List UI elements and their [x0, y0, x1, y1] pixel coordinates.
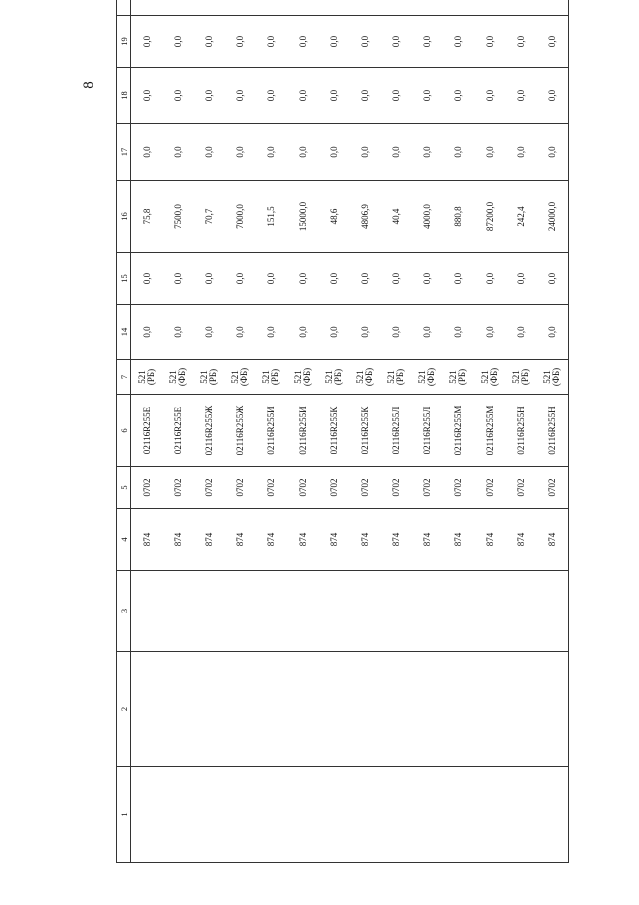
- cell-c4: 874: [256, 509, 287, 571]
- budget-source: (РБ): [519, 368, 530, 386]
- cell-c19: 0,0: [505, 16, 536, 68]
- column-header: 16: [117, 181, 131, 253]
- cell-c7: [412, 360, 443, 395]
- cell-c1: [225, 767, 256, 863]
- cell-c7: [536, 360, 569, 395]
- cell-c2: [162, 652, 193, 767]
- cell-c20: [536, 0, 569, 16]
- kvr-code: 521: [510, 370, 521, 384]
- cell-c19: 0,0: [349, 16, 380, 68]
- cell-c6: 02116R255И: [256, 395, 287, 467]
- cell-c15: 0,0: [131, 253, 163, 305]
- cell-c19: 0,0: [287, 16, 318, 68]
- cell-c1: [162, 767, 193, 863]
- cell-c18: 0,0: [162, 68, 193, 124]
- budget-table: [116, 0, 569, 863]
- cell-c3: [162, 571, 193, 652]
- cell-c17: 0,0: [131, 124, 163, 181]
- cell-c17: 0,0: [381, 124, 412, 181]
- cell-c6: 02116R255Н: [536, 395, 569, 467]
- cell-c17: 0,0: [349, 124, 380, 181]
- cell-c1: [349, 767, 380, 863]
- cell-c19: 0,0: [443, 16, 474, 68]
- cell-c2: [287, 652, 318, 767]
- column-header: 18: [117, 68, 131, 124]
- cell-c16: 4000,0: [412, 181, 443, 253]
- cell-c20: [287, 0, 318, 16]
- cell-c6: 02116R255Ж: [225, 395, 256, 467]
- cell-c6: 02116R255E: [131, 395, 163, 467]
- table-row: [536, 0, 569, 863]
- cell-c14: 0,0: [225, 305, 256, 360]
- cell-c2: [536, 652, 569, 767]
- cell-c7: [256, 360, 287, 395]
- cell-c16: 24000,0: [536, 181, 569, 253]
- cell-c5: 0702: [474, 467, 505, 509]
- cell-c6: 02116R255И: [287, 395, 318, 467]
- cell-c3: [287, 571, 318, 652]
- kvr-code: 521: [292, 370, 303, 384]
- cell-c14: 0,0: [474, 305, 505, 360]
- cell-c2: [256, 652, 287, 767]
- cell-c7: [474, 360, 505, 395]
- cell-c20: [162, 0, 193, 16]
- cell-c2: [412, 652, 443, 767]
- cell-c16: 4806,9: [349, 181, 380, 253]
- cell-c5: 0702: [349, 467, 380, 509]
- cell-c20: [412, 0, 443, 16]
- cell-c17: 0,0: [443, 124, 474, 181]
- cell-c5: 0702: [318, 467, 349, 509]
- cell-c15: 0,0: [318, 253, 349, 305]
- cell-c17: 0,0: [412, 124, 443, 181]
- cell-c15: 0,0: [225, 253, 256, 305]
- cell-c3: [193, 571, 224, 652]
- cell-c15: 0,0: [474, 253, 505, 305]
- cell-c4: 874: [287, 509, 318, 571]
- column-header: 1: [117, 767, 131, 863]
- cell-c1: [193, 767, 224, 863]
- cell-c4: 874: [225, 509, 256, 571]
- cell-c5: 0702: [162, 467, 193, 509]
- cell-c14: 0,0: [318, 305, 349, 360]
- table-row: [349, 0, 380, 863]
- cell-c7: [162, 360, 193, 395]
- cell-c1: [381, 767, 412, 863]
- cell-c3: [474, 571, 505, 652]
- cell-c14: 0,0: [381, 305, 412, 360]
- cell-c19: 0,0: [412, 16, 443, 68]
- cell-c5: 0702: [381, 467, 412, 509]
- cell-c7: [443, 360, 474, 395]
- cell-c4: 874: [318, 509, 349, 571]
- cell-c15: 0,0: [443, 253, 474, 305]
- cell-c19: 0,0: [318, 16, 349, 68]
- cell-c18: 0,0: [474, 68, 505, 124]
- cell-c2: [505, 652, 536, 767]
- cell-c17: 0,0: [536, 124, 569, 181]
- kvr-code: 521: [386, 370, 397, 384]
- rotated-table-container: [116, 35, 586, 863]
- cell-c4: 874: [505, 509, 536, 571]
- cell-c7: [225, 360, 256, 395]
- kvr-code: 521: [354, 370, 365, 384]
- budget-source: (ФБ): [301, 367, 312, 387]
- cell-c17: 0,0: [474, 124, 505, 181]
- cell-c19: 0,0: [193, 16, 224, 68]
- cell-c5: 0702: [256, 467, 287, 509]
- cell-c1: [131, 767, 163, 863]
- kvr-code: 521: [198, 370, 209, 384]
- kvr-code: 521: [542, 370, 553, 384]
- cell-c4: 874: [536, 509, 569, 571]
- cell-c7: [193, 360, 224, 395]
- cell-c7: [131, 360, 163, 395]
- column-header: [117, 0, 131, 16]
- cell-c16: 242,4: [505, 181, 536, 253]
- cell-c20: [225, 0, 256, 16]
- cell-c1: [474, 767, 505, 863]
- cell-c19: 0,0: [474, 16, 505, 68]
- cell-c14: 0,0: [193, 305, 224, 360]
- cell-c16: 7000,0: [225, 181, 256, 253]
- column-header: 14: [117, 305, 131, 360]
- cell-c20: [349, 0, 380, 16]
- cell-c16: 87200,0: [474, 181, 505, 253]
- cell-c14: 0,0: [536, 305, 569, 360]
- cell-c17: 0,0: [318, 124, 349, 181]
- table-row: [412, 0, 443, 863]
- cell-c20: [131, 0, 163, 16]
- column-header: 6: [117, 395, 131, 467]
- cell-c3: [131, 571, 163, 652]
- cell-c5: 0702: [443, 467, 474, 509]
- kvr-code: 521: [417, 370, 428, 384]
- cell-c19: 0,0: [256, 16, 287, 68]
- cell-c15: 0,0: [256, 253, 287, 305]
- cell-c17: 0,0: [193, 124, 224, 181]
- cell-c6: 02116R255К: [349, 395, 380, 467]
- budget-source: (ФБ): [239, 367, 250, 387]
- table-row: [193, 0, 224, 863]
- cell-c3: [412, 571, 443, 652]
- cell-c17: 0,0: [162, 124, 193, 181]
- cell-c18: 0,0: [131, 68, 163, 124]
- budget-source: (РБ): [457, 368, 468, 386]
- cell-c5: 0702: [412, 467, 443, 509]
- column-header: 2: [117, 652, 131, 767]
- cell-c2: [381, 652, 412, 767]
- cell-c15: 0,0: [287, 253, 318, 305]
- cell-c19: 0,0: [381, 16, 412, 68]
- cell-c1: [287, 767, 318, 863]
- cell-c1: [443, 767, 474, 863]
- cell-c5: 0702: [131, 467, 163, 509]
- table-row: [443, 0, 474, 863]
- budget-source: (РБ): [270, 368, 281, 386]
- cell-c14: 0,0: [349, 305, 380, 360]
- cell-c16: 48,6: [318, 181, 349, 253]
- cell-c3: [256, 571, 287, 652]
- cell-c5: 0702: [287, 467, 318, 509]
- cell-c2: [225, 652, 256, 767]
- cell-c15: 0,0: [381, 253, 412, 305]
- cell-c18: 0,0: [505, 68, 536, 124]
- cell-c6: 02116R255E: [162, 395, 193, 467]
- cell-c15: 0,0: [349, 253, 380, 305]
- table-row: [318, 0, 349, 863]
- cell-c6: 02116R255М: [443, 395, 474, 467]
- budget-source: (ФБ): [363, 367, 374, 387]
- cell-c4: 874: [412, 509, 443, 571]
- cell-c14: 0,0: [287, 305, 318, 360]
- kvr-code: 521: [167, 370, 178, 384]
- cell-c2: [349, 652, 380, 767]
- page-number: 8: [81, 81, 97, 89]
- cell-c18: 0,0: [536, 68, 569, 124]
- cell-c14: 0,0: [443, 305, 474, 360]
- cell-c3: [505, 571, 536, 652]
- cell-c15: 0,0: [162, 253, 193, 305]
- cell-c16: 70,7: [193, 181, 224, 253]
- cell-c20: [474, 0, 505, 16]
- cell-c18: 0,0: [349, 68, 380, 124]
- cell-c18: 0,0: [381, 68, 412, 124]
- cell-c7: [287, 360, 318, 395]
- cell-c19: 0,0: [162, 16, 193, 68]
- cell-c16: 15000,0: [287, 181, 318, 253]
- cell-c16: 75,8: [131, 181, 163, 253]
- cell-c18: 0,0: [287, 68, 318, 124]
- cell-c1: [318, 767, 349, 863]
- cell-c2: [443, 652, 474, 767]
- cell-c16: 40,4: [381, 181, 412, 253]
- cell-c3: [318, 571, 349, 652]
- kvr-code: 521: [230, 370, 241, 384]
- cell-c20: [256, 0, 287, 16]
- cell-c17: 0,0: [505, 124, 536, 181]
- kvr-code: 521: [323, 370, 334, 384]
- kvr-code: 521: [136, 370, 147, 384]
- table-row: [381, 0, 412, 863]
- cell-c20: [443, 0, 474, 16]
- budget-source: (ФБ): [426, 367, 437, 387]
- budget-source: (ФБ): [176, 367, 187, 387]
- cell-c15: 0,0: [505, 253, 536, 305]
- kvr-code: 521: [479, 370, 490, 384]
- cell-c16: 880,8: [443, 181, 474, 253]
- cell-c19: 0,0: [225, 16, 256, 68]
- cell-c7: [349, 360, 380, 395]
- table-row: [474, 0, 505, 863]
- cell-c2: [318, 652, 349, 767]
- cell-c20: [381, 0, 412, 16]
- cell-c14: 0,0: [256, 305, 287, 360]
- cell-c15: 0,0: [536, 253, 569, 305]
- cell-c6: 02116R255Л: [381, 395, 412, 467]
- cell-c18: 0,0: [256, 68, 287, 124]
- column-header: 15: [117, 253, 131, 305]
- cell-c5: 0702: [193, 467, 224, 509]
- cell-c19: 0,0: [536, 16, 569, 68]
- table-row: [256, 0, 287, 863]
- kvr-code: 521: [261, 370, 272, 384]
- cell-c14: 0,0: [505, 305, 536, 360]
- budget-source: (РБ): [145, 368, 156, 386]
- cell-c4: 874: [443, 509, 474, 571]
- cell-c18: 0,0: [225, 68, 256, 124]
- cell-c6: 02116R255Н: [505, 395, 536, 467]
- cell-c5: 0702: [505, 467, 536, 509]
- cell-c16: 151,5: [256, 181, 287, 253]
- cell-c3: [443, 571, 474, 652]
- table-body: [131, 0, 569, 863]
- cell-c15: 0,0: [193, 253, 224, 305]
- cell-c3: [536, 571, 569, 652]
- cell-c20: [318, 0, 349, 16]
- cell-c4: 874: [162, 509, 193, 571]
- cell-c16: 7500,0: [162, 181, 193, 253]
- cell-c14: 0,0: [131, 305, 163, 360]
- column-header: 4: [117, 509, 131, 571]
- budget-source: (ФБ): [488, 367, 499, 387]
- cell-c18: 0,0: [193, 68, 224, 124]
- cell-c3: [225, 571, 256, 652]
- cell-c5: 0702: [536, 467, 569, 509]
- cell-c7: [318, 360, 349, 395]
- cell-c1: [412, 767, 443, 863]
- column-header: 7: [117, 360, 131, 395]
- cell-c1: [256, 767, 287, 863]
- column-header: 17: [117, 124, 131, 181]
- budget-source: (РБ): [207, 368, 218, 386]
- cell-c18: 0,0: [318, 68, 349, 124]
- kvr-code: 521: [448, 370, 459, 384]
- table-row: [505, 0, 536, 863]
- cell-c17: 0,0: [225, 124, 256, 181]
- cell-c18: 0,0: [412, 68, 443, 124]
- column-header: 5: [117, 467, 131, 509]
- cell-c3: [381, 571, 412, 652]
- cell-c14: 0,0: [412, 305, 443, 360]
- budget-source: (РБ): [395, 368, 406, 386]
- header-row: [117, 0, 131, 863]
- cell-c1: [536, 767, 569, 863]
- cell-c17: 0,0: [256, 124, 287, 181]
- cell-c4: 874: [349, 509, 380, 571]
- table-row: [162, 0, 193, 863]
- cell-c17: 0,0: [287, 124, 318, 181]
- budget-source: (РБ): [332, 368, 343, 386]
- cell-c7: [505, 360, 536, 395]
- cell-c2: [131, 652, 163, 767]
- table-row: [287, 0, 318, 863]
- cell-c4: 874: [131, 509, 163, 571]
- table-row: [131, 0, 163, 863]
- cell-c5: 0702: [225, 467, 256, 509]
- column-header: 19: [117, 16, 131, 68]
- cell-c6: 02116R255Л: [412, 395, 443, 467]
- cell-c18: 0,0: [443, 68, 474, 124]
- cell-c4: 874: [193, 509, 224, 571]
- table-row: [225, 0, 256, 863]
- cell-c14: 0,0: [162, 305, 193, 360]
- cell-c2: [193, 652, 224, 767]
- cell-c15: 0,0: [412, 253, 443, 305]
- cell-c2: [474, 652, 505, 767]
- cell-c6: 02116R255К: [318, 395, 349, 467]
- budget-source: (ФБ): [551, 367, 562, 387]
- cell-c3: [349, 571, 380, 652]
- cell-c6: 02116R255М: [474, 395, 505, 467]
- cell-c1: [505, 767, 536, 863]
- cell-c19: 0,0: [131, 16, 163, 68]
- cell-c4: 874: [474, 509, 505, 571]
- column-header: 3: [117, 571, 131, 652]
- cell-c4: 874: [381, 509, 412, 571]
- cell-c20: [193, 0, 224, 16]
- cell-c7: [381, 360, 412, 395]
- cell-c20: [505, 0, 536, 16]
- cell-c6: 02116R255Ж: [193, 395, 224, 467]
